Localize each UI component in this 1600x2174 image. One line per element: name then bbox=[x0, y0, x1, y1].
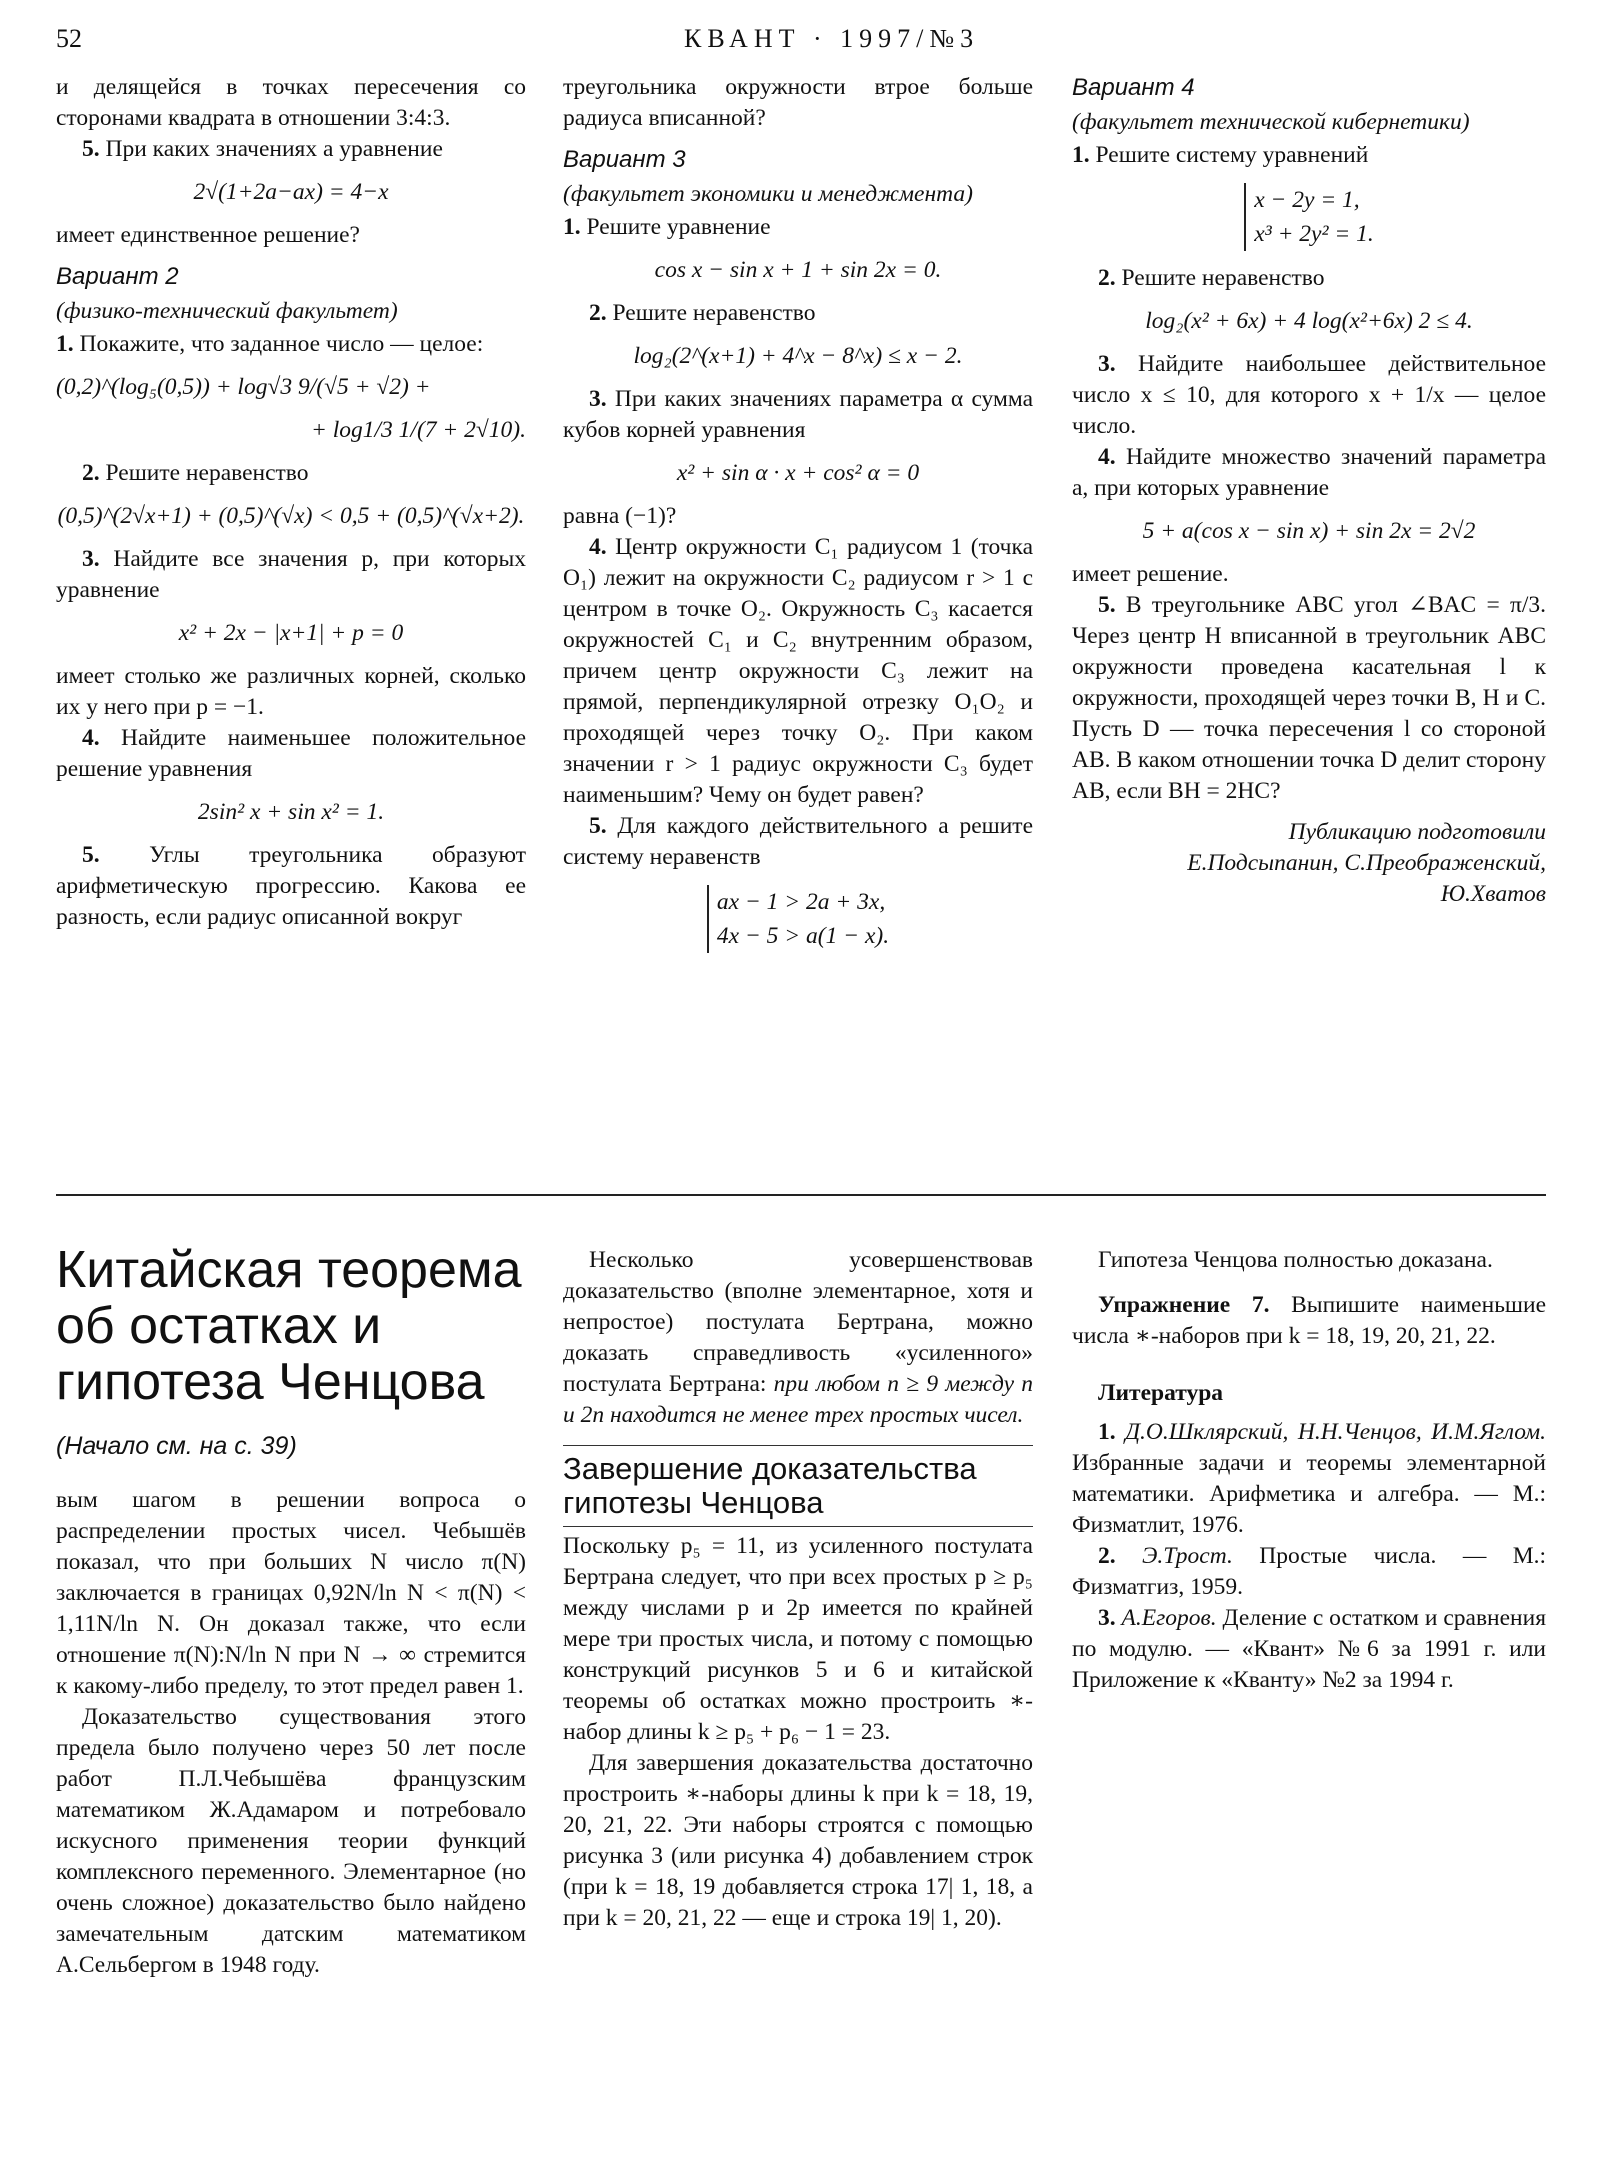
reference-text: Избранные задачи и теоремы элементарной математики. Арифметика и алгебра. — М.: Физматлит, 1976. bbox=[1072, 1450, 1546, 1538]
problem-5 bbox=[56, 134, 526, 165]
equation-system bbox=[707, 885, 889, 953]
page-number: 52 bbox=[56, 24, 82, 53]
reference-item bbox=[1072, 1541, 1546, 1603]
problem-number: 5. bbox=[82, 842, 100, 868]
formula: x² + 2x − |x+1| + p = 0 bbox=[178, 620, 404, 646]
reference-item bbox=[1072, 1417, 1546, 1541]
problem-number: 4. bbox=[82, 725, 100, 751]
problem-text: Найдите множество значений параметра a, при которых уравнение bbox=[1072, 444, 1547, 501]
problem-text: Найдите все значения p, при которых уравнение bbox=[56, 546, 526, 603]
variant-2-title: Вариант 2 bbox=[56, 263, 179, 290]
problem-text: В треугольнике ABC угол ∠BAC = π/3. Через центр H вписанной в треугольник ABC окружности проведена касательная l к окружности, проходящей через точки B, H и C. Пусть D — точка пересечения l со стороной AB. В каком отношении точка D делит сторону AB, если BH = 2HC? bbox=[1072, 592, 1546, 804]
problem-2 bbox=[1072, 263, 1546, 294]
section-divider bbox=[56, 1194, 1546, 1196]
problem-5 bbox=[1072, 590, 1546, 807]
formula: x² + sin α · x + cos² α = 0 bbox=[676, 460, 920, 486]
problem-number: 1. bbox=[563, 214, 581, 240]
problem-text: При каких значениях a уравнение bbox=[105, 136, 443, 162]
problem-text: Углы треугольника образуют арифметическую прогрессию. Какова ее разность, если радиус описанной вокруг bbox=[56, 842, 526, 930]
continuation-note: (Начало см. на с. 39) bbox=[56, 1432, 297, 1460]
top-column-1 bbox=[56, 72, 526, 933]
problem-text: Для каждого действительного a решите систему неравенств bbox=[563, 813, 1033, 870]
article-title: Китайская теорема об остатках и гипотеза Ченцова bbox=[56, 1241, 522, 1411]
top-column-3 bbox=[1072, 72, 1546, 910]
paragraph bbox=[563, 1245, 1033, 1431]
system-line: x³ + 2y² = 1. bbox=[1254, 221, 1374, 247]
spacer bbox=[1072, 1276, 1546, 1290]
bottom-column-1 bbox=[56, 1485, 526, 1981]
formula: 2√(1+2a−ax) = 4−x bbox=[193, 179, 389, 205]
exercise-text: Выпишите наименьшие числа ∗-наборов при k = 18, 19, 20, 21, 22. bbox=[1072, 1292, 1547, 1349]
credits-line: Ю.Хватов bbox=[1440, 881, 1546, 907]
faculty-label: (факультет экономики и менеджмента) bbox=[563, 181, 973, 207]
credits bbox=[1072, 817, 1546, 910]
problem-text: Решите систему уравнений bbox=[1095, 142, 1369, 168]
page-header bbox=[56, 24, 1546, 64]
faculty-label: (физико-технический факультет) bbox=[56, 298, 398, 324]
problem-number: 4. bbox=[1098, 444, 1116, 470]
problem-text: Решите неравенство bbox=[105, 460, 309, 486]
paragraph: и делящейся в точках пересечения со сторонами квадрата в отношении 3:4:3. bbox=[56, 74, 526, 131]
problem-5 bbox=[56, 840, 526, 933]
paragraph: треугольника окружности втрое больше радиуса вписанной? bbox=[563, 74, 1033, 131]
problem-number: 5. bbox=[82, 136, 100, 162]
problem-1 bbox=[56, 329, 526, 360]
reference-text: Деление с остатком и сравнения по модулю. — «Квант» №6 за 1991 г. или Приложение к «Кванту» №2 за 1994 г. bbox=[1072, 1605, 1547, 1693]
paragraph: вым шагом в решении вопроса о распределении простых чисел. Чебышёв показал, что при больших N число π(N) заключается в границах 0,92N/ln N < π(N) < 1,11N/ln N. Он доказал также, что если отношение π(N):N/ln N при N → ∞ стремится к какому-либо пределу, то этот предел равен 1. bbox=[56, 1487, 526, 1699]
problem-text: Решите неравенство bbox=[1121, 265, 1325, 291]
section-rule bbox=[563, 1445, 1033, 1446]
paragraph: имеет решение. bbox=[1072, 561, 1229, 587]
problem-3 bbox=[1072, 349, 1546, 442]
formula: (0,2)^(log₅(0,5)) + log√3 9/(√5 + √2) + bbox=[56, 374, 431, 400]
problem-2 bbox=[56, 458, 526, 489]
problem-5 bbox=[563, 811, 1033, 873]
top-column-2 bbox=[563, 72, 1033, 965]
section-rule bbox=[563, 1526, 1033, 1527]
text-run: Несколько усовершенствовав доказательство (вполне элементарное, хотя и непростое) постулата Бертрана, можно доказать справедливость «усиленного» постулата Бертрана: bbox=[563, 1247, 1033, 1397]
bottom-column-3 bbox=[1072, 1245, 1546, 1696]
formula: + log1/3 1/(7 + 2√10). bbox=[311, 417, 526, 443]
problem-1 bbox=[563, 212, 1033, 243]
problem-number: 3. bbox=[589, 386, 607, 412]
problem-number: 2. bbox=[82, 460, 100, 486]
formula: 5 + a(cos x − sin x) + sin 2x = 2√2 bbox=[1142, 518, 1476, 544]
reference-number: 2. bbox=[1098, 1543, 1116, 1569]
formula: 2sin² x + sin x² = 1. bbox=[197, 799, 385, 825]
problem-3 bbox=[56, 544, 526, 606]
problem-number: 3. bbox=[1098, 351, 1116, 377]
system-line: x − 2y = 1, bbox=[1254, 187, 1360, 213]
problem-number: 2. bbox=[1098, 265, 1116, 291]
problem-text: При каких значениях параметра α сумма кубов корней уравнения bbox=[563, 386, 1034, 443]
equation-system bbox=[1244, 183, 1374, 251]
reference-authors: Э.Трост. bbox=[1142, 1543, 1233, 1569]
formula-system bbox=[563, 885, 1033, 953]
reference-authors: Д.О.Шклярский, Н.Н.Ченцов, И.М.Яглом. bbox=[1125, 1419, 1546, 1445]
faculty-label: (факультет технической кибернетики) bbox=[1072, 109, 1470, 135]
variant-4-title: Вариант 4 bbox=[1072, 74, 1195, 101]
paragraph: Для завершения доказательства достаточно простроить ∗-наборы длины k при k = 18, 19, 20, 21, 22. Эти наборы строятся с помощью рисунка 3 (или рисунка 4) добавлением строк (при k = 18, 19 добавляется строка 17| 1, 18, а при k = 20, 21, 22 — еще и строка 19| 1, 20). bbox=[563, 1750, 1033, 1931]
problem-number: 2. bbox=[589, 300, 607, 326]
reference-authors: А.Егоров. bbox=[1121, 1605, 1217, 1631]
formula: (0,5)^(2√x+1) + (0,5)^(√x) < 0,5 + (0,5)^(√x+2). bbox=[57, 503, 525, 529]
formula: log₂(x² + 6x) + 4 log(x²+6x) 2 ≤ 4. bbox=[1145, 308, 1473, 334]
paragraph: Гипотеза Ченцова полностью доказана. bbox=[1098, 1247, 1493, 1273]
section-title: Завершение доказательства гипотезы Ченцова bbox=[563, 1451, 977, 1520]
formula: log₂(2^(x+1) + 4^x − 8^x) ≤ x − 2. bbox=[633, 343, 963, 369]
problem-2 bbox=[563, 298, 1033, 329]
paragraph: Поскольку p₅ = 11, из усиленного постулата Бертрана следует, что при всех простых p ≥ p₅ между числами p и 2p имеется по крайней мере три простых числа, и потому с помощью конструкций рисунков 5 и 6 и китайской теоремы об остатках можно простроить ∗-набор длины k ≥ p₅ + p₆ − 1 = 23. bbox=[563, 1533, 1033, 1745]
problem-4 bbox=[563, 532, 1033, 811]
spacer bbox=[563, 1431, 1033, 1445]
exercise bbox=[1072, 1290, 1546, 1352]
problem-number: 1. bbox=[56, 331, 74, 357]
credits-line: Е.Подсыпанин, С.Преображенский, bbox=[1187, 850, 1546, 876]
problem-number: 3. bbox=[82, 546, 100, 572]
journal-title: КВАНТ · 1997/№3 bbox=[684, 24, 980, 53]
paragraph: равна (−1)? bbox=[563, 503, 677, 529]
problem-4 bbox=[56, 723, 526, 785]
system-line: 4x − 5 > a(1 − x). bbox=[716, 923, 890, 949]
bottom-column-2 bbox=[563, 1245, 1033, 1934]
problem-4 bbox=[1072, 442, 1546, 504]
exercise-label: Упражнение 7. bbox=[1098, 1292, 1270, 1318]
problem-number: 5. bbox=[1098, 592, 1116, 618]
reference-item bbox=[1072, 1603, 1546, 1696]
reference-number: 3. bbox=[1098, 1605, 1116, 1631]
emphasis-text: при любом n ≥ 9 между n и 2n находится не менее трех простых чисел. bbox=[563, 1371, 1033, 1428]
problem-number: 1. bbox=[1072, 142, 1090, 168]
problem-text: Найдите наибольшее действительное число x ≤ 10, для которого x + 1/x — целое число. bbox=[1072, 351, 1546, 439]
variant-3-title: Вариант 3 bbox=[563, 146, 686, 173]
problem-number: 5. bbox=[589, 813, 607, 839]
paragraph: имеет единственное решение? bbox=[56, 222, 360, 248]
formula-system bbox=[1072, 183, 1546, 251]
problem-text: Решите уравнение bbox=[586, 214, 771, 240]
references-heading: Литература bbox=[1098, 1380, 1224, 1406]
problem-number: 4. bbox=[589, 534, 607, 560]
problem-text: Найдите наименьшее положительное решение уравнения bbox=[56, 725, 526, 782]
reference-number: 1. bbox=[1098, 1419, 1116, 1445]
problem-text: Решите неравенство bbox=[612, 300, 816, 326]
formula: cos x − sin x + 1 + sin 2x = 0. bbox=[654, 257, 942, 283]
paragraph: имеет столько же различных корней, сколько их у него при p = −1. bbox=[56, 663, 526, 720]
system-line: ax − 1 > 2a + 3x, bbox=[716, 889, 886, 915]
problem-3 bbox=[563, 384, 1033, 446]
problem-text: Центр окружности C₁ радиусом 1 (точка O₁) лежит на окружности C₂ радиусом r > 1 с центром в точке O₂. Окружность C₃ касается окружностей C₁ и C₂ внутренним образом, причем центр окружности C₃ лежит на прямой, перпендикулярной отрезку O₁O₂ и проходящей через точку O₂. При каком значении r > 1 радиус окружности C₃ будет наименьшим? Чему он будет равен? bbox=[563, 534, 1033, 808]
problem-text: Покажите, что заданное число — целое: bbox=[79, 331, 484, 357]
paragraph: Доказательство существования этого предела было получено через 50 лет после работ П.Л.Чебышёва французским математиком Ж.Адамаром и потребовало искусного применения теории функций комплексного переменного. Элементарное (но очень сложное) доказательство было найдено замечательным датским математиком А.Сельбергом в 1948 году. bbox=[56, 1704, 526, 1978]
problem-1 bbox=[1072, 140, 1546, 171]
credits-line: Публикацию подготовили bbox=[1288, 819, 1546, 845]
reference-text: Простые числа. — М.: Физматгиз, 1959. bbox=[1072, 1543, 1547, 1600]
